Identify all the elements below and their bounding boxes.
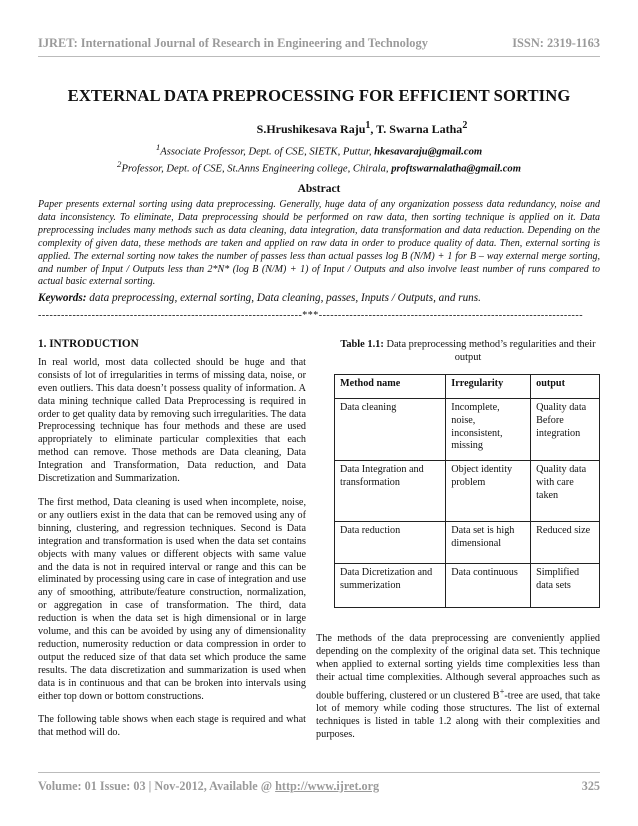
affiliation-1-sup: 1 [155,142,161,152]
affiliation-2-text: Professor, Dept. of CSE, St.Anns Engineering college, Chirala, [121,163,392,175]
table-cell: Reduced size [531,522,600,564]
table-cell: Incomplete, noise, inconsistent, missing [446,399,531,461]
right-paragraph-sup: + [499,685,505,696]
affiliation-2-email[interactable]: proftswarnalatha@gmail.com [391,163,521,175]
header-rule [38,56,600,57]
keywords-text: data preprocessing, external sorting, Data cleaning, passes, Inputs / Outputs, and runs. [86,292,481,304]
page-number: 325 [581,779,600,793]
table-cell: Data cleaning [335,399,446,461]
table-cell: Quality data Before integration [531,399,600,461]
author-2-sup: 2 [462,120,468,131]
intro-paragraph-2: The first method, Data cleaning is used when incomplete, noise, or any outliers exist in the data that can be removed using any of binning, clustering, and regression techniques. Second is Data integration and transformation is used when the data set contains objects with many values or different objects with same value and the data is not in required interval or range and this can be eliminated by processing using care in case of integration and use any of smoothing, attribute/feature construction, normalization, or aggregation in case of transformation. The third, data reduction is when the data set is high dimensional or in large volume, and this can be avoided by using any of dimensionality reduction, numerosity reduction or data compression in order to output the reduced size of that data set which produce the same results. The data discretization and summarization is used when data is in continuous and that can be broken into intervals using either top down or bottom constructions. [38,496,306,702]
running-footer [38,779,600,794]
right-paragraph-part-1: The methods of the data preprocessing are conveniently applied depending on the complexity of the original data set. This technique when applied to external sorting yields time complexities less than their actual time complexities. Although several approaches such as double buffering, clustered or un clustered B [316,633,600,702]
affiliation-1-email[interactable]: hkesavaraju@gmail.com [374,146,483,158]
table-cell: Data reduction [335,522,446,564]
abstract-text: Paper presents external sorting using data preprocessing. Generally, huge data of any organization possess data redundancy, noise and data inconsistency. To eliminate, Data preprocessing should be performed on raw data, then sorting technique is applied on it. Data preprocessing includes many methods such as data cleaning, data integration, data transformation and data reduction. Depending on the complexity of given data, these methods are taken and applied on raw data in order to produce quality of data. Then, external sorting is applied. The external sorting now takes the number of passes less than actual passes log B (N/M) + 1 for B – way external merge sorting, and number of Input / Outputs less than 2*N* (log B (N/M) + 1) of Input / Outputs and also involve least number of runs compared to actual basic external sorting. [38,199,600,288]
right-paragraph-part-2: -tree are used, that take lot of memory while coding those structures. The list of external techniques is listed in table 1.2 along with their complexities and purposes. [316,690,600,740]
paper-title: EXTERNAL DATA PREPROCESSING FOR EFFICIENT SORTING [67,86,571,105]
table-caption-text: Data preprocessing method’s regularities and their output [383,339,596,363]
affiliation-1 [0,142,638,158]
author-line [0,120,638,137]
table-header-cell: Irregularity [446,375,531,399]
table-cell: Quality data with care taken [531,461,600,522]
right-column-text [316,633,600,742]
table-header-cell: Method name [335,375,446,399]
table-header-row [335,375,600,399]
table-row [335,461,600,522]
affiliation-1-text: Associate Professor, Dept. of CSE, SIETK, Puttur, [160,146,375,158]
author-2: T. Swarna Latha [376,122,463,136]
affiliation-2-sup: 2 [117,159,122,169]
table-cell: Data Integration and transformation [335,461,446,522]
intro-paragraph-1: In real world, most data collected should be huge and that consists of lot of irregularities in terms of missing data, noise, or even outliers. This data doesn’t possess quality of information. A data mining technique called Data Preprocessing is required in order to get quality data by removing such irregularities. The data Preprocessing technique has four methods and these are used appropriately to eliminate particular complexities that each method can remove. Those methods are Data cleaning, Data Integration and Transformation, Data reduction, and Data Discretization and Summarization. [38,356,306,485]
table-row [335,522,600,564]
keywords-label: Keywords: [38,292,87,304]
keywords [38,292,600,304]
section-separator: ---------------------------------------------------------------------***--------------------------------------------------------------------- [38,310,584,321]
journal-name: IJRET: International Journal of Research in Engineering and Technology [38,36,428,50]
table-row [335,399,600,461]
intro-heading: 1. INTRODUCTION [38,338,139,350]
running-header [38,36,600,51]
footer-link[interactable]: http://www.ijret.org [275,779,380,793]
preprocessing-table [334,374,600,608]
affiliation-2 [0,159,638,175]
table-caption-label: Table 1.1: [340,339,384,350]
footer-volume-text: Volume: 01 Issue: 03 | Nov-2012, Available @ [38,779,276,793]
footer-rule [38,772,600,773]
table-row [335,564,600,608]
author-1: S.Hrushikesava Raju [256,122,366,136]
table-header-cell: output [531,375,600,399]
left-column [38,338,306,751]
author-sep: , [370,122,377,136]
table-cell: Data set is high dimensional [446,522,531,564]
intro-paragraph-3: The following table shows when each stage is required and what that method will do. [38,714,306,739]
author-1-sup: 1 [365,120,371,131]
table-cell: Data continuous [446,564,531,608]
table-cell: Simplified data sets [531,564,600,608]
table-cell: Data Dicretization and summerization [335,564,446,608]
table-caption [336,339,600,365]
issn: ISSN: 2319-1163 [512,36,600,50]
table-cell: Object identity problem [446,461,531,522]
abstract-heading: Abstract [297,183,341,195]
footer-volume [38,779,379,794]
